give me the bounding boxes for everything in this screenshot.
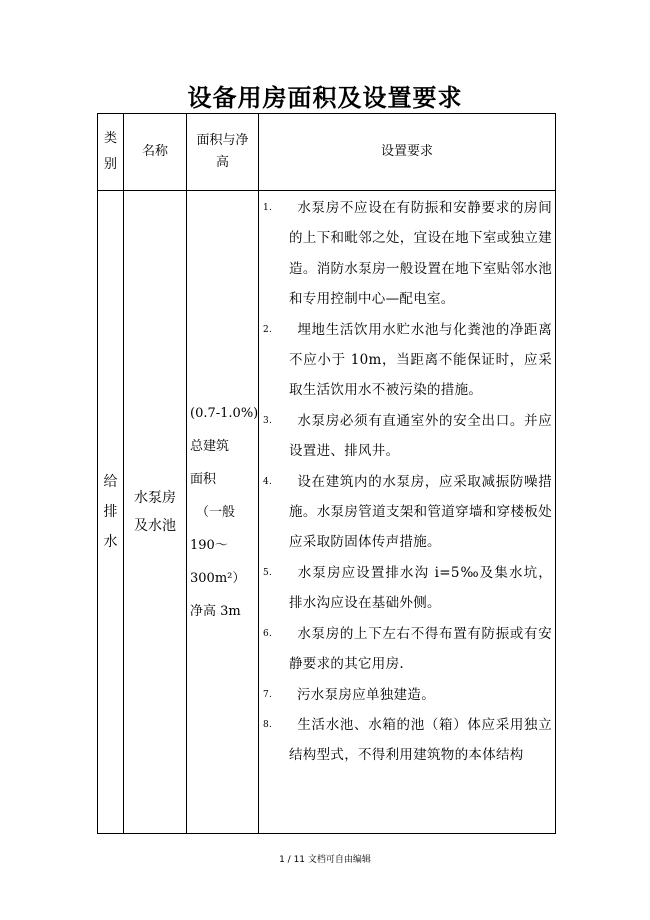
requirements-cell (259, 191, 556, 834)
list-item: 5. 水泵房应设置排水沟 i=5‰及集水坑，排水沟应设在基础外侧。 (263, 564, 552, 612)
area-line: 300m²） (190, 570, 246, 586)
area-line: 面积 (190, 471, 217, 487)
list-item: 1. 水泵房不应设在有防振和安静要求的房间的上下和毗邻之处，宜设在地下室或独立建造。消防水泵房一般设置在地下室贴邻水池和专用控制中心—配电室。 (263, 200, 552, 308)
header-requirements: 设置要求 (259, 114, 556, 191)
list-item: 7. 污水泵房应单独建造。 (263, 686, 435, 703)
page-footer: 1 / 11 文档可自由编辑 (279, 855, 371, 865)
name-cell: 水泵房及水池 (124, 191, 187, 834)
table-header-row (98, 114, 556, 191)
area-cell (187, 191, 259, 834)
header-area: 面积与净高 (187, 114, 259, 191)
header-category: 类别 (98, 114, 124, 191)
list-item: 2. 埋地生活饮用水贮水池与化粪池的净距离不应小于 10m，当距离不能保证时，应采取生活饮用水不被污染的措施。 (263, 321, 552, 399)
area-line: (0.7-1.0%)总建筑 (190, 405, 259, 454)
area-line: （一般 (196, 504, 236, 520)
area-line: 净高 3m (190, 603, 241, 619)
list-item: 4. 设在建筑内的水泵房，应采取减振防噪措施。水泵房管道支架和管道穿墙和穿楼板处应采取防固体传声措施。 (263, 473, 552, 551)
area-line: 190～ (190, 537, 228, 553)
page-title: 设备用房面积及设置要求 (187, 84, 463, 112)
list-item: 3. 水泵房必须有直通室外的安全出口。并应设置进、排风井。 (263, 412, 552, 460)
list-item: 6. 水泵房的上下左右不得布置有防振或有安静要求的其它用房. (263, 625, 552, 673)
category-cell: 给排水 (98, 191, 124, 834)
header-name: 名称 (124, 114, 187, 191)
requirements-table (97, 113, 556, 834)
list-item: 8. 生活水池、水箱的池（箱）体应采用独立结构型式，不得利用建筑物的本体结构 (263, 716, 552, 764)
table-row (98, 191, 556, 834)
